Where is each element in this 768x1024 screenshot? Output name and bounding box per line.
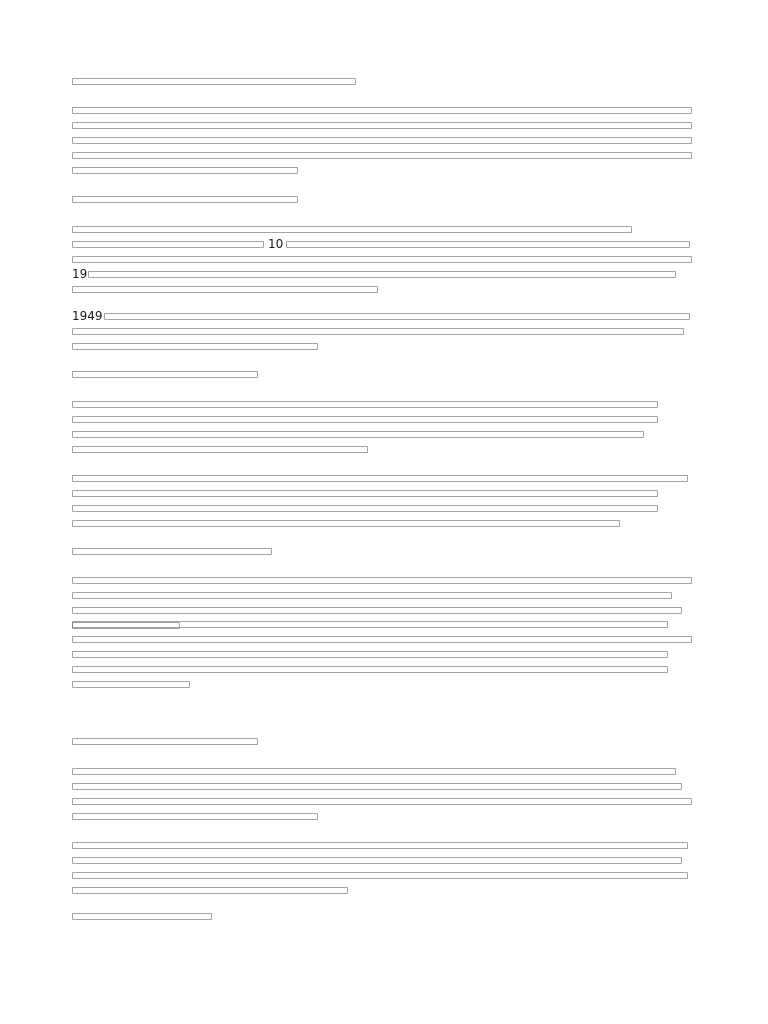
paragraph-intro [72,103,698,178]
paragraph-section-2 [72,397,698,457]
paragraph-section-4b [72,838,698,898]
paragraph-section-1b [72,309,698,354]
year-1949: 1949 [72,309,103,323]
paragraph-section-4 [72,764,698,824]
paragraph-section-2b [72,471,698,531]
paragraph-section-1 [72,222,698,297]
paragraph-section-3b [72,617,698,692]
number-10: 10 [268,237,284,251]
number-19: 19 [72,267,88,281]
